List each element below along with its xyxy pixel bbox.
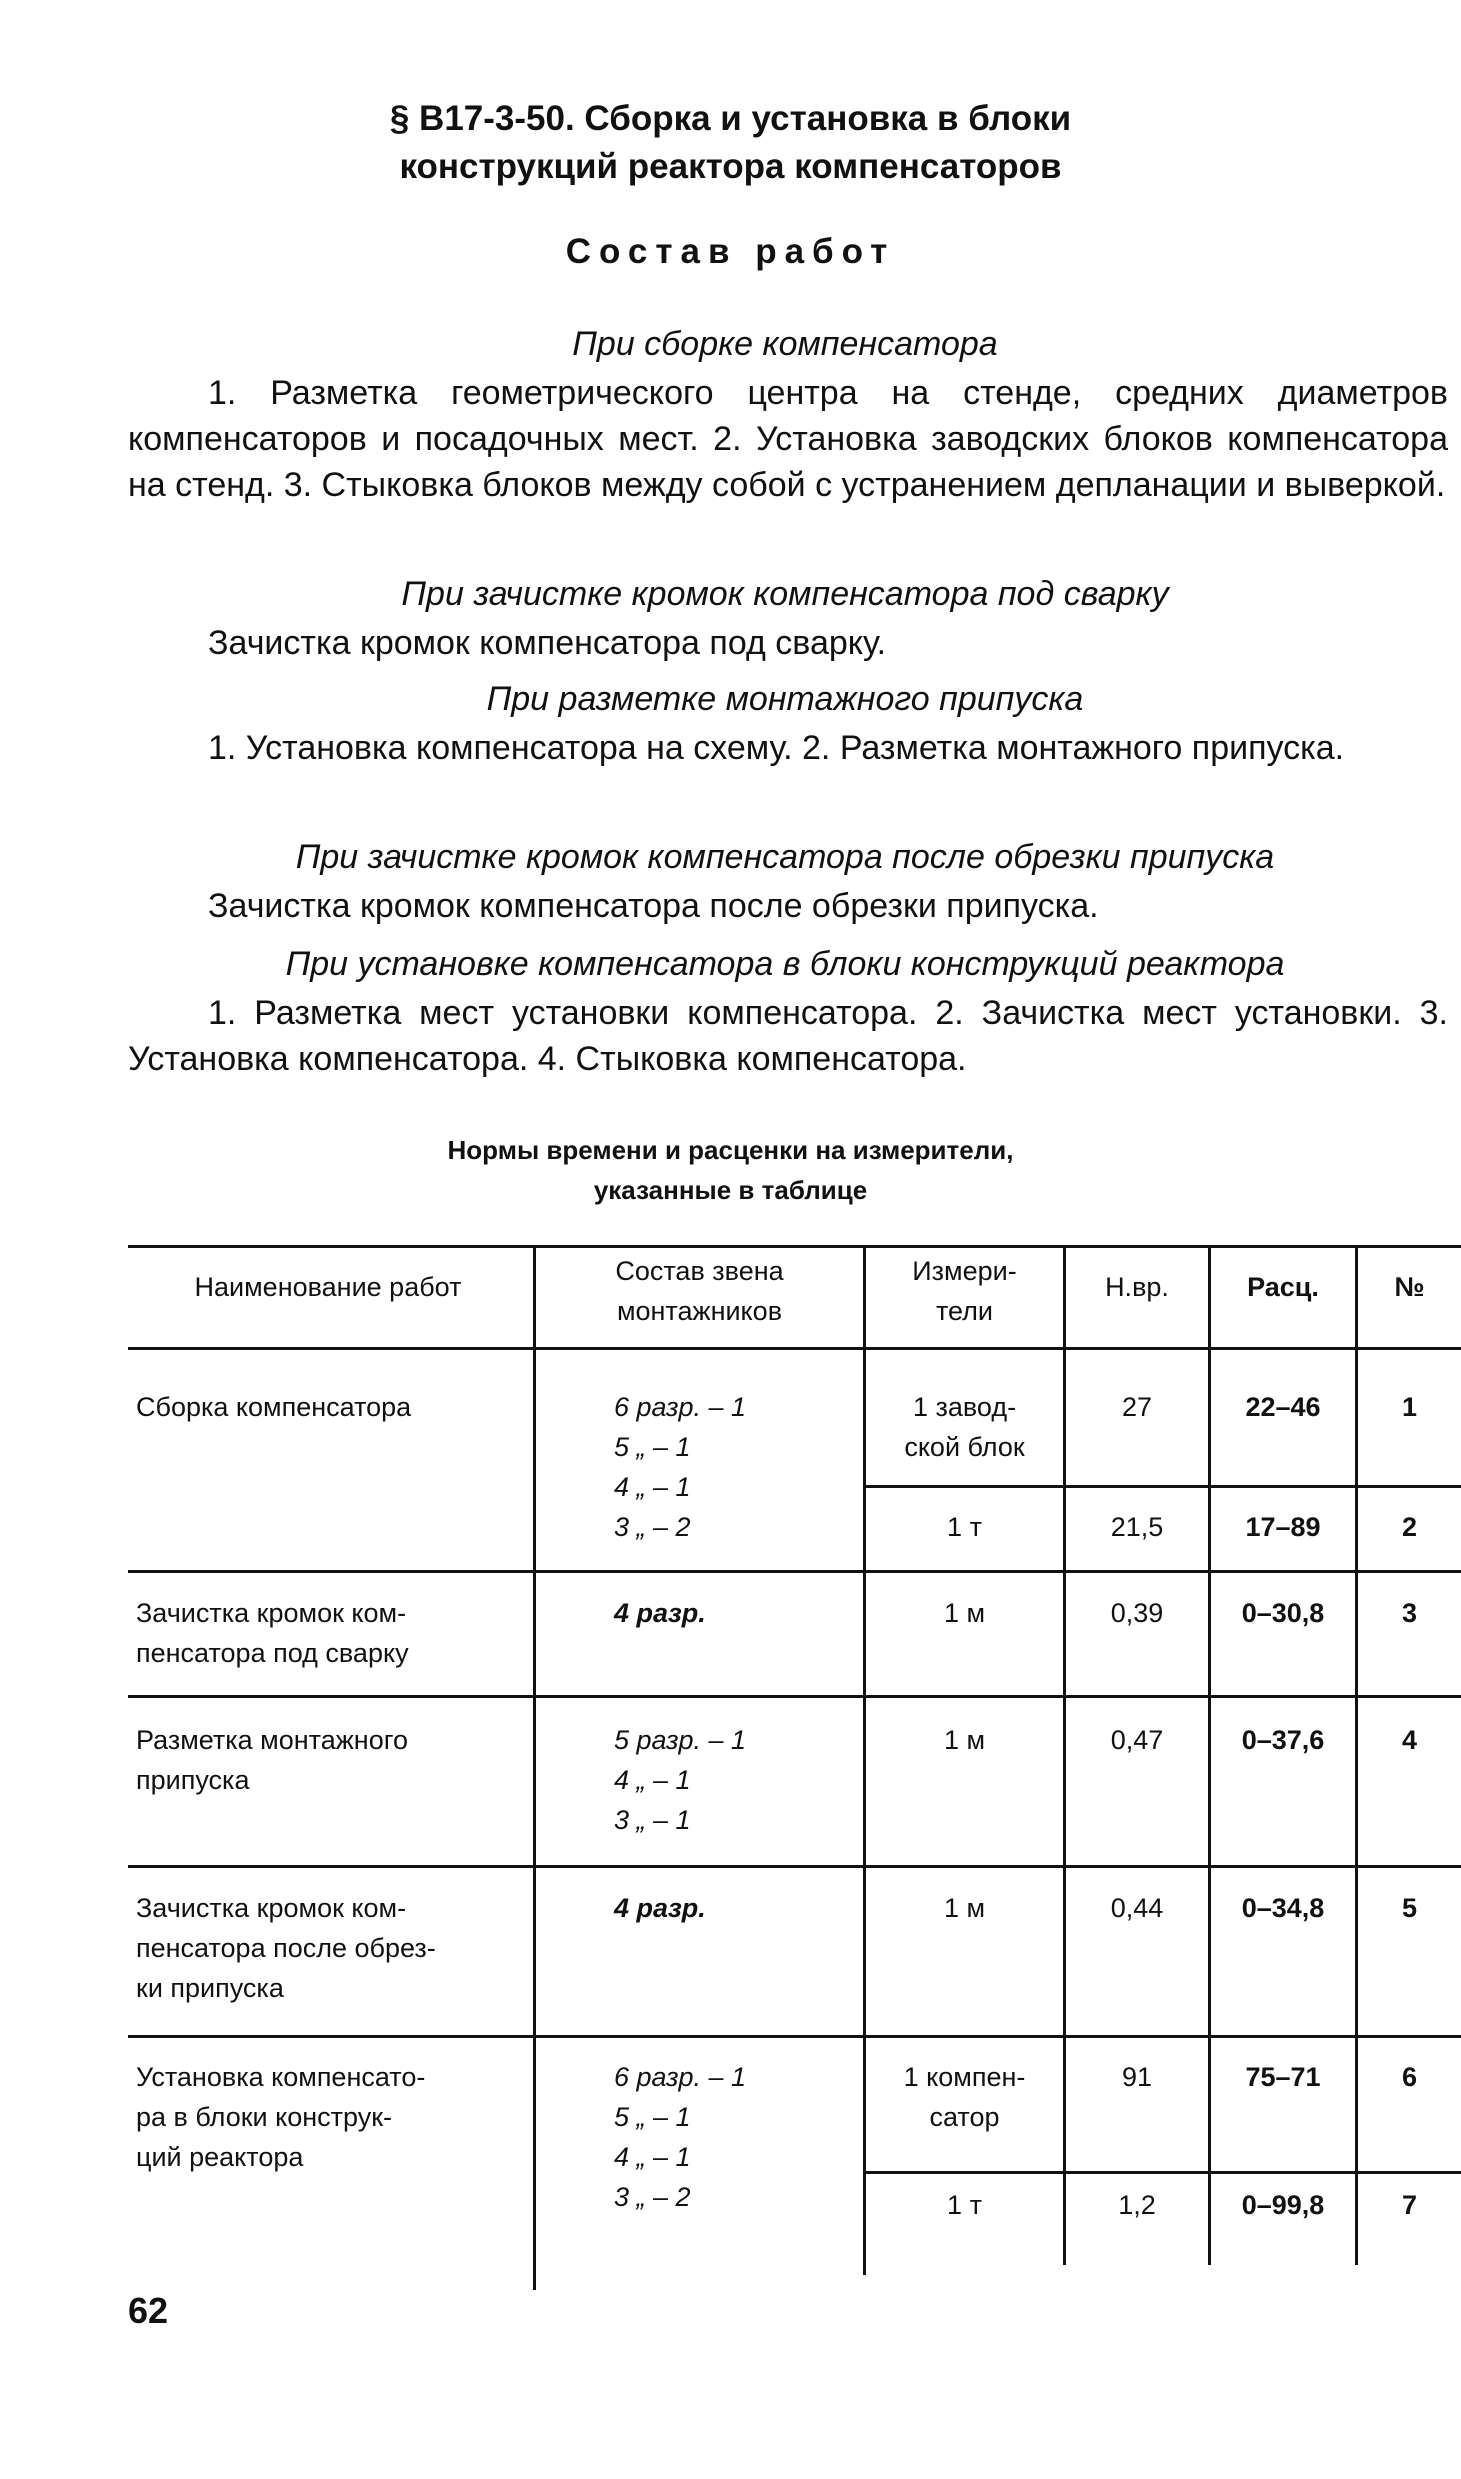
crew-line: 6 разр. – 1 — [614, 2062, 747, 2092]
unit-line: 1 м — [943, 1598, 986, 1628]
paragraph-title: При зачистке кромок компенсатора под сварку — [401, 575, 1169, 613]
work-name-line: Установка компенсато- — [136, 2062, 426, 2092]
crew-line: 4 „ – 1 — [614, 2142, 691, 2172]
table-caption — [0, 1130, 1461, 1210]
unit-cell — [866, 1507, 1063, 1547]
norm-cell: 21,5 — [1110, 1512, 1164, 1542]
work-name-line: Сборка компенсатора — [136, 1392, 412, 1422]
page-number: 62 — [128, 2290, 169, 2331]
paragraph-title: При разметке монтажного припуска — [486, 680, 1084, 718]
table-header-border — [128, 1347, 1461, 1350]
unit-line: ской блок — [904, 1432, 1025, 1462]
section-title — [0, 95, 1461, 191]
section-title-line2: конструкций реактора компенсаторов — [399, 147, 1062, 186]
work-name-line: пенсатора после обрез- — [136, 1933, 436, 1963]
num-cell: 2 — [1401, 1512, 1418, 1542]
header-unit-line1: Измери- — [912, 1256, 1017, 1286]
work-name-cell — [136, 1888, 531, 2008]
rate-cell: 22–46 — [1245, 1392, 1321, 1422]
num-cell: 3 — [1401, 1598, 1418, 1628]
unit-cell — [866, 2185, 1063, 2225]
rate-cell: 0–34,8 — [1241, 1893, 1325, 1923]
num-cell: 6 — [1401, 2062, 1418, 2092]
group-divider — [128, 2035, 1461, 2038]
row-divider — [863, 1485, 1461, 1488]
work-name-line: ки припуска — [136, 1973, 284, 2003]
table-top-border — [128, 1245, 1461, 1248]
work-name-cell — [136, 2057, 531, 2177]
unit-line: 1 м — [943, 1725, 986, 1755]
crew-line: 5 разр. – 1 — [614, 1725, 747, 1755]
column-divider — [533, 1245, 536, 2290]
work-name-line: припуска — [136, 1765, 250, 1795]
unit-line: 1 м — [943, 1893, 986, 1923]
crew-line: 4 „ – 1 — [614, 1765, 691, 1795]
work-name-cell — [136, 1720, 531, 1800]
norm-cell: 0,47 — [1110, 1725, 1164, 1755]
work-name-cell — [136, 1387, 531, 1427]
paragraph-text — [128, 883, 1448, 929]
header-unit-line2: тели — [935, 1296, 994, 1326]
rate-cell: 0–30,8 — [1241, 1598, 1325, 1628]
norm-cell: 1,2 — [1118, 2190, 1156, 2220]
paragraph-text — [128, 725, 1448, 771]
crew-cell — [614, 1387, 864, 1547]
crew-line: 3 „ – 2 — [614, 2182, 691, 2212]
crew-line: 4 разр. — [614, 1598, 706, 1628]
norm-cell: 0,44 — [1110, 1893, 1164, 1923]
crew-line: 3 „ – 2 — [614, 1512, 691, 1542]
work-name-cell — [136, 1593, 531, 1673]
header-num: № — [1394, 1272, 1425, 1302]
unit-line: 1 т — [947, 1512, 982, 1542]
table-caption-line1: Нормы времени и расценки на измерители, — [447, 1135, 1014, 1165]
paragraph-title: При сборке компенсатора — [572, 325, 998, 363]
work-name-line: Зачистка кромок ком- — [136, 1598, 407, 1628]
work-name-line: Разметка монтажного — [136, 1725, 409, 1755]
crew-cell — [614, 1888, 864, 1928]
header-work: Наименование работ — [194, 1272, 462, 1302]
rate-cell: 17–89 — [1245, 1512, 1321, 1542]
table-caption-line2: указанные в таблице — [593, 1175, 868, 1205]
num-cell: 7 — [1401, 2190, 1418, 2220]
header-crew-line1: Состав звена — [615, 1256, 784, 1286]
unit-line: 1 т — [947, 2190, 982, 2220]
crew-line: 3 „ – 1 — [614, 1805, 691, 1835]
unit-line: сатор — [929, 2102, 1000, 2132]
header-crew — [536, 1251, 863, 1331]
work-name-line: пенсатора под сварку — [136, 1638, 409, 1668]
unit-cell — [866, 2057, 1063, 2137]
crew-line: 6 разр. – 1 — [614, 1392, 747, 1422]
crew-cell — [614, 1593, 864, 1633]
unit-cell — [866, 1593, 1063, 1633]
unit-cell — [866, 1387, 1063, 1467]
crew-line: 5 „ – 1 — [614, 2102, 691, 2132]
work-composition-heading: Состав работ — [565, 232, 896, 271]
paragraph-text — [128, 990, 1448, 1082]
header-rate: Расц. — [1247, 1272, 1319, 1302]
work-name-line: ций реактора — [136, 2142, 304, 2172]
group-divider — [128, 1695, 1461, 1698]
row-divider — [863, 2171, 1461, 2174]
rate-cell: 75–71 — [1245, 2062, 1321, 2092]
norm-cell: 91 — [1121, 2062, 1153, 2092]
crew-line: 4 „ – 1 — [614, 1472, 691, 1502]
paragraph-text — [128, 620, 1448, 666]
norm-cell: 0,39 — [1110, 1598, 1164, 1628]
crew-line: 5 „ – 1 — [614, 1432, 691, 1462]
paragraph-title: При установке компенсатора в блоки конструкций реактора — [285, 945, 1285, 983]
crew-cell — [614, 2057, 864, 2217]
crew-line: 4 разр. — [614, 1893, 706, 1923]
group-divider — [128, 1865, 1461, 1868]
norms-table — [128, 1245, 1461, 2265]
paragraph-text-content: 1. Разметка геометрического центра на стенде, средних диаметров компенсаторов и посадочных мест. 2. Установка заводских блоков компенсатора на стенд. 3. Стыковка блоков между собой с устранением депланации и выверкой. — [128, 374, 1448, 504]
paragraph-text-content: 1. Разметка мест установки компенсатора. 2. Зачистка мест установки. 3. Установка компенсатора. 4. Стыковка компенсатора. — [128, 994, 1448, 1078]
header-crew-line2: монтажников — [616, 1296, 783, 1326]
paragraph-text-content: Зачистка кромок компенсатора после обрезки припуска. — [208, 887, 1099, 925]
header-norm: Н.вр. — [1105, 1272, 1169, 1302]
unit-line: 1 компен- — [903, 2062, 1026, 2092]
paragraph-text-content: 1. Установка компенсатора на схему. 2. Разметка монтажного припуска. — [208, 729, 1345, 767]
paragraph-text — [128, 370, 1448, 508]
rate-cell: 0–99,8 — [1241, 2190, 1325, 2220]
crew-cell — [614, 1720, 864, 1840]
section-title-line1: § В17-3-50. Сборка и установка в блоки — [389, 99, 1072, 138]
num-cell: 1 — [1401, 1392, 1418, 1422]
group-divider — [128, 1570, 1461, 1573]
num-cell: 4 — [1401, 1725, 1418, 1755]
num-cell: 5 — [1401, 1893, 1418, 1923]
unit-cell — [866, 1720, 1063, 1760]
unit-line: 1 завод- — [912, 1392, 1017, 1422]
header-unit — [866, 1251, 1063, 1331]
paragraph-title: При зачистке кромок компенсатора после обрезки припуска — [295, 838, 1275, 876]
work-name-line: Зачистка кромок ком- — [136, 1893, 407, 1923]
paragraph-text-content: Зачистка кромок компенсатора под сварку. — [208, 624, 887, 662]
norm-cell: 27 — [1121, 1392, 1153, 1422]
work-name-line: ра в блоки конструк- — [136, 2102, 393, 2132]
rate-cell: 0–37,6 — [1241, 1725, 1325, 1755]
unit-cell — [866, 1888, 1063, 1928]
